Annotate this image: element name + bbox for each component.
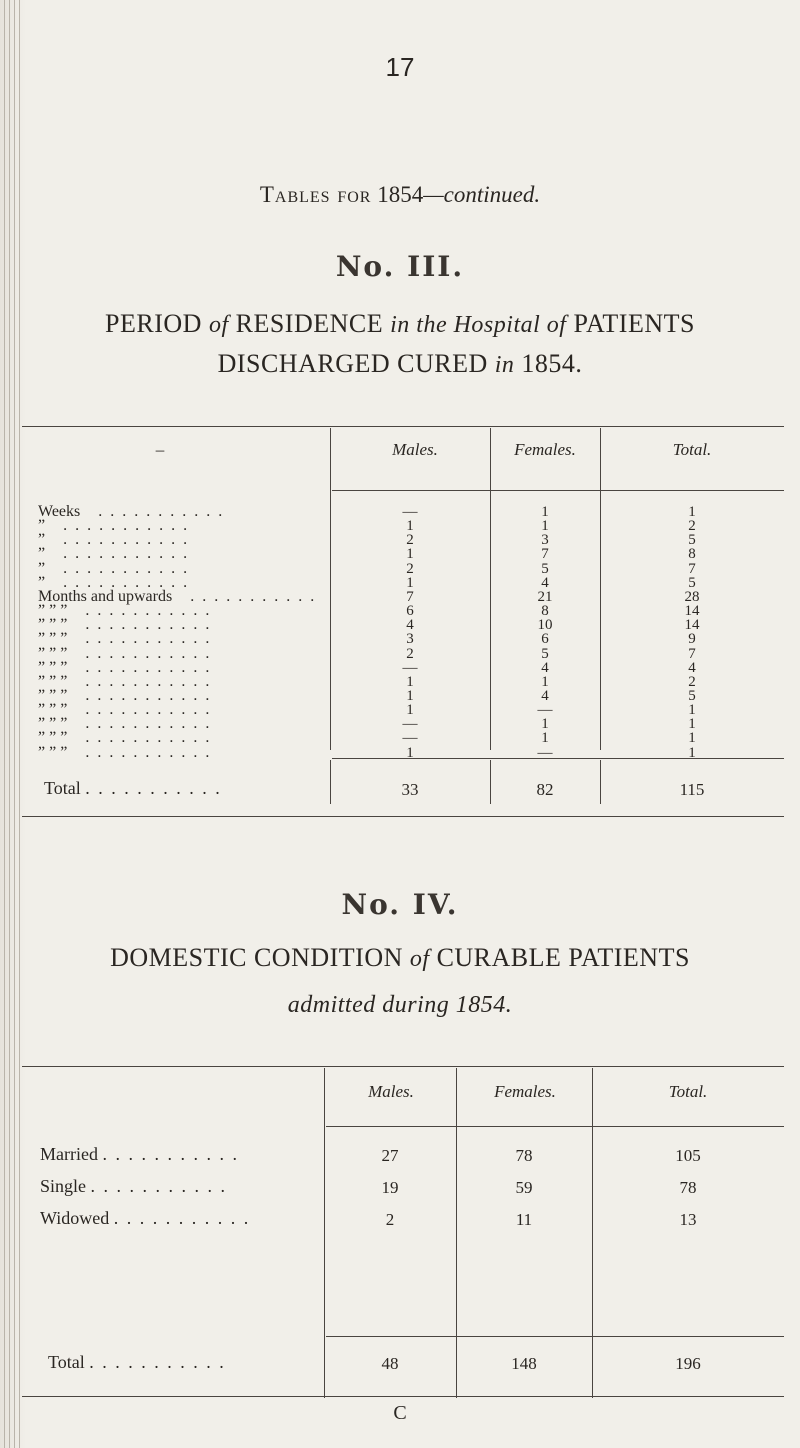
table3-stub-header: – xyxy=(155,440,165,459)
table4-title-line1 xyxy=(0,938,800,979)
table3-title-patients: PATIENTS xyxy=(573,309,695,338)
table3-cell-females: 21 xyxy=(537,588,553,605)
table3-title-of: of xyxy=(208,312,229,338)
table3-title-hospital: in the Hospital of xyxy=(390,312,567,338)
table3-row-label: ” ” ” . . . . . . . . . . . xyxy=(38,673,212,690)
table3-title-period: PERIOD xyxy=(105,309,202,338)
table3-cell-males: 7 xyxy=(406,588,414,605)
table3-cell-males: — xyxy=(402,504,418,520)
table3-cell-total: 1 xyxy=(688,702,696,719)
table3-top-rule xyxy=(22,426,784,427)
table3-cell-males: 4 xyxy=(406,617,414,634)
table3-cell-males: 1 xyxy=(406,673,414,690)
table4-title-curable: CURABLE PATIENTS xyxy=(436,943,690,972)
table3-cell-females: 8 xyxy=(541,603,549,620)
table4-cell-males: 2 xyxy=(385,1210,395,1229)
table3-row-label: Months and upwards . . . . . . . . . . . xyxy=(38,588,317,605)
table3-cell-total: 7 xyxy=(688,645,696,662)
table3-cell-females: 7 xyxy=(541,546,549,563)
table4-row-label: Married . . . . . . . . . . . xyxy=(40,1144,239,1164)
table3-row-label: ” ” ” . . . . . . . . . . . xyxy=(38,730,212,747)
table3-cell-total: 1 xyxy=(688,730,696,747)
table4-vrule-3 xyxy=(592,1068,593,1398)
table3-cell-males: 1 xyxy=(406,518,414,535)
table3-row-label: ” ” ” . . . . . . . . . . . xyxy=(38,702,212,719)
table3-cell-total: 5 xyxy=(688,687,696,704)
table3-row-label: ” ” ” . . . . . . . . . . . xyxy=(38,659,212,676)
table3-cell-males: 1 xyxy=(406,744,414,761)
table3-cell-females: 1 xyxy=(541,673,549,690)
table3-title-discharged: DISCHARGED CURED xyxy=(217,349,488,378)
table4-col-females: Females. xyxy=(494,1082,556,1101)
table4-cell-total: 13 xyxy=(679,1210,697,1229)
table3-row-label: ” . . . . . . . . . . . xyxy=(38,546,190,563)
table3-cell-total: 2 xyxy=(688,673,696,690)
table3-cell-males: 1 xyxy=(406,702,414,719)
table4-total-rule xyxy=(326,1336,784,1337)
table4-total-females: 148 xyxy=(511,1354,537,1373)
table3-cell-males: 1 xyxy=(406,687,414,704)
table3-header-rule xyxy=(332,490,784,491)
running-head-prefix: Tables for xyxy=(259,182,372,207)
table4-title-domestic: DOMESTIC CONDITION xyxy=(110,943,403,972)
table4-cell-females: 11 xyxy=(515,1210,533,1229)
table3-cell-total: 8 xyxy=(688,546,696,563)
table3-col-females: Females. xyxy=(514,440,576,459)
book-spine xyxy=(0,0,26,1448)
table3-row-label: ” ” ” . . . . . . . . . . . xyxy=(38,603,212,620)
table3-row-label: ” . . . . . . . . . . . xyxy=(38,532,190,549)
signature-mark: C xyxy=(393,1402,407,1424)
table3-row-label: ” ” ” . . . . . . . . . . . xyxy=(38,617,212,634)
table3-cell-males: — xyxy=(402,730,418,747)
table3-cell-females: 1 xyxy=(541,730,549,747)
table3-cell-total: 4 xyxy=(688,659,696,676)
table3-cell-females: 3 xyxy=(541,532,549,549)
table3-cell-females: 4 xyxy=(541,574,549,591)
table4-cell-females: 78 xyxy=(515,1146,533,1165)
table3-cell-males: 2 xyxy=(406,532,414,549)
table4-vrule-1 xyxy=(324,1068,325,1398)
table4-header-rule xyxy=(326,1126,784,1127)
table3-cell-females: 1 xyxy=(541,518,549,535)
table3-row-label: ” . . . . . . . . . . . xyxy=(38,574,190,591)
table3-cell-total: 2 xyxy=(688,518,696,535)
table4-title-line2 xyxy=(0,984,800,1025)
table3-cell-females: 5 xyxy=(541,560,549,577)
table3-cell-females: 1 xyxy=(541,716,549,733)
table3-number: No. III. xyxy=(335,250,465,283)
table4-top-rule xyxy=(22,1066,784,1067)
table3-cell-males: — xyxy=(402,659,418,676)
table3-cell-males: 2 xyxy=(406,560,414,577)
table3-cell-males: 2 xyxy=(406,645,414,662)
table3-cell-total: 1 xyxy=(688,716,696,733)
table3-row-label: ” ” ” . . . . . . . . . . . xyxy=(38,687,212,704)
page-number: 17 xyxy=(385,52,415,82)
table3-title-line1 xyxy=(0,304,800,345)
table3-col-males: Males. xyxy=(392,440,438,459)
table3-cell-females: 5 xyxy=(541,645,549,662)
table3-cell-females: — xyxy=(537,744,553,761)
table3-total-females: 82 xyxy=(536,780,554,799)
running-head xyxy=(0,182,800,208)
table4-cell-total: 78 xyxy=(679,1178,697,1197)
table3-row-label: ” ” ” . . . . . . . . . . . xyxy=(38,645,212,662)
table3-cell-females: 6 xyxy=(541,631,549,648)
table3-cell-total: 14 xyxy=(684,603,700,620)
table4-cell-males: 27 xyxy=(381,1146,399,1165)
table3-cell-total: 14 xyxy=(684,617,700,634)
table3-cell-total: 1 xyxy=(688,744,696,761)
table4-row-label: Widowed . . . . . . . . . . . xyxy=(40,1208,251,1228)
table3-title-residence: RESIDENCE xyxy=(235,309,384,338)
table4-col-males: Males. xyxy=(368,1082,414,1101)
table3-row-label: ” ” ” . . . . . . . . . . . xyxy=(38,716,212,733)
table3-cell-males: 3 xyxy=(406,631,414,648)
table4-row-label: Single . . . . . . . . . . . xyxy=(40,1176,228,1196)
table3-total-total: 115 xyxy=(679,780,705,799)
table3-row-label: ” . . . . . . . . . . . xyxy=(38,560,190,577)
table4-cell-males: 19 xyxy=(381,1178,399,1197)
table4-vrule-2 xyxy=(456,1068,457,1398)
table3-row-label: Weeks . . . . . . . . . . . xyxy=(38,504,225,520)
table3-cell-total: 7 xyxy=(688,560,696,577)
running-head-suffix: —continued. xyxy=(423,182,541,207)
table4-number: No. IV. xyxy=(341,888,459,921)
table3-total-label: Total . . . . . . . . . . . xyxy=(44,778,222,798)
table3-cell-females: 10 xyxy=(537,617,553,634)
table4-bottom-rule xyxy=(22,1396,784,1397)
table4-title-of: of xyxy=(409,946,430,972)
table4-total-label: Total . . . . . . . . . . . xyxy=(48,1352,226,1372)
table3-cell-females: — xyxy=(537,702,553,719)
table3-cell-males: 6 xyxy=(406,603,414,620)
table3-cell-total: 5 xyxy=(688,532,696,549)
table3-cell-total: 28 xyxy=(684,588,700,605)
table4-total-total: 196 xyxy=(675,1354,701,1373)
table4-title-admitted: admitted during 1854. xyxy=(287,992,513,1018)
table3-bottom-rule xyxy=(22,816,784,817)
table3-cell-total: 1 xyxy=(688,504,696,520)
table3-cell-females: 4 xyxy=(541,659,549,676)
table3-cell-males: 1 xyxy=(406,574,414,591)
table3-title-in: in xyxy=(494,352,515,378)
table3-title-year: 1854. xyxy=(521,349,583,378)
table4-cell-total: 105 xyxy=(675,1146,701,1165)
table3-cell-males: — xyxy=(402,716,418,733)
table3-col-total: Total. xyxy=(672,440,712,459)
table3-cell-females: 1 xyxy=(541,504,549,520)
running-head-year: 1854 xyxy=(377,182,424,207)
table3-cell-total: 5 xyxy=(688,574,696,591)
table3-row-label: ” . . . . . . . . . . . xyxy=(38,518,190,535)
table4-col-total: Total. xyxy=(668,1082,708,1101)
table3-row-label: ” ” ” . . . . . . . . . . . xyxy=(38,744,212,761)
table4-total-males: 48 xyxy=(381,1354,399,1373)
table3-cell-total: 9 xyxy=(688,631,696,648)
table4-cell-females: 59 xyxy=(515,1178,533,1197)
table3-title-line2 xyxy=(0,344,800,385)
table3-total-rule xyxy=(332,758,784,759)
table3-total-males: 33 xyxy=(401,780,419,799)
table3-cell-females: 4 xyxy=(541,687,549,704)
table3-cell-males: 1 xyxy=(406,546,414,563)
table3-row-label: ” ” ” . . . . . . . . . . . xyxy=(38,631,212,648)
